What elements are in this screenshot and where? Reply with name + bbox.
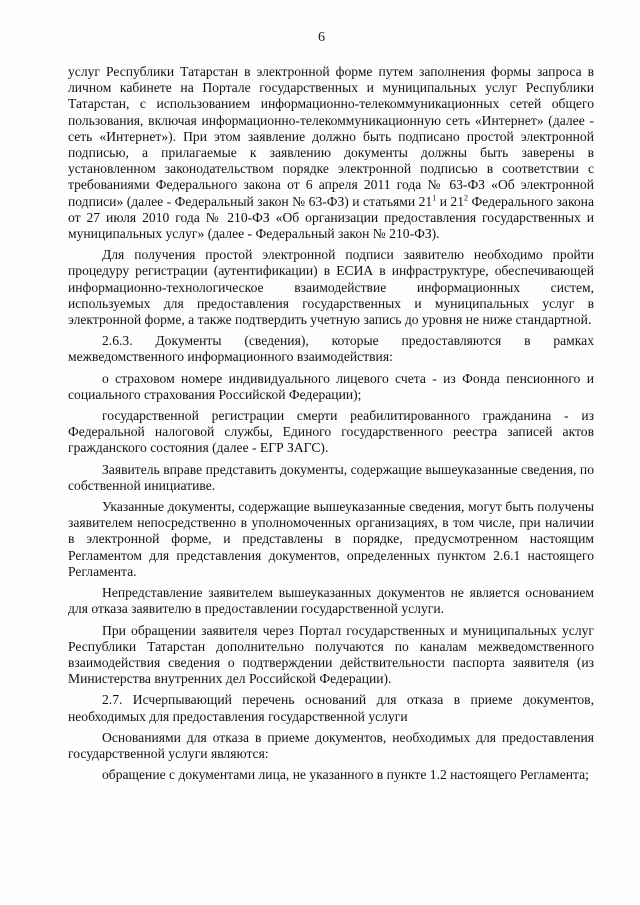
paragraph-documents-obtained: Указанные документы, содержащие вышеуказанные сведения, могут быть получены заявителем непосредственно в уполномоченных организациях, в том числе, при наличии в электронной форме, и представлены в порядке, предусмотренном настоящим Регламентом для представления документов, определенных пунктом 2.6.1 настоящего Регламента.: [68, 499, 594, 579]
paragraph-2-7-heading: 2.7. Исчерпывающий перечень оснований для отказа в приеме документов, необходимых для предоставления государственной услуги: [68, 692, 594, 724]
paragraph-text: Федерального закона от 27 июля 2010 года № 210-ФЗ «Об организации предоставления государственных и муниципальных услуг» (далее - Федеральный закон № 210-ФЗ).: [68, 193, 594, 242]
paragraph-death-registration: государственной регистрации смерти реабилитированного гражданина - из Федеральной налоговой службы, Единого государственного реестра записей актов гражданского состояния (далее - ЕГР ЗАГС).: [68, 408, 594, 456]
paragraph-portal-passport: При обращении заявителя через Портал государственных и муниципальных услуг Республики Татарстан дополнительно получаются по каналам межведомственного взаимодействия сведения о подтверждении действительности паспорта заявителя (из Министерства внутренних дел Российской Федерации).: [68, 622, 594, 687]
paragraph-text: услуг Республики Татарстан в электронной форме путем заполнения формы запроса в личном кабинете на Портале государственных и муниципальных услуг Республики Татарстан, с использованием информационно-телекоммуникационных сетей общего пользования, включая информационно-телекоммуникационную сеть «Интернет» (далее - сеть «Интернет»). При этом заявление должно быть подписано простой электронной подписью, а прилагаемые к заявлению документы должны быть заверены в установленном законодательством порядке электронной подписью в соответствии с требованиями Федерального закона от 6 апреля 2011 года № 63-ФЗ «Об электронной подписи» (далее - Федеральный закон № 63-ФЗ) и статьями 21: [68, 64, 594, 209]
paragraph-own-initiative: Заявитель вправе представить документы, содержащие вышеуказанные сведения, по собственной инициативе.: [68, 461, 594, 493]
page-number: 6: [318, 30, 325, 45]
paragraph-grounds: Основаниями для отказа в приеме документов, необходимых для предоставления государственной услуги являются:: [68, 729, 594, 761]
paragraph-esia-intro: [68, 64, 594, 242]
paragraph-grounds-item-1: обращение с документами лица, не указанного в пункте 1.2 настоящего Регламента;: [102, 767, 589, 783]
superscript: 1: [432, 193, 437, 203]
paragraph-2-6-3: 2.6.3. Документы (сведения), которые предоставляются в рамках межведомственного информационного взаимодействия:: [68, 333, 594, 365]
paragraph-text: и 21: [436, 193, 465, 209]
superscript: 2: [464, 193, 469, 203]
paragraph-signature: Для получения простой электронной подписи заявителю необходимо пройти процедуру регистрации (аутентификации) в ЕСИА в инфраструктуре, обеспечивающей информационно-технологическое взаимодействие информационных систем, используемых для предоставления государственных и муниципальных услуг в электронной форме, а также подтвердить учетную запись до уровня не ниже стандартной.: [68, 247, 594, 328]
paragraph-non-submission: Непредставление заявителем вышеуказанных документов не является основанием для отказа заявителю в предоставлении государственной услуги.: [68, 585, 594, 617]
document-body: [68, 64, 594, 783]
paragraph-snils: о страховом номере индивидуального лицевого счета - из Фонда пенсионного и социального страхования Российской Федерации);: [68, 370, 594, 402]
